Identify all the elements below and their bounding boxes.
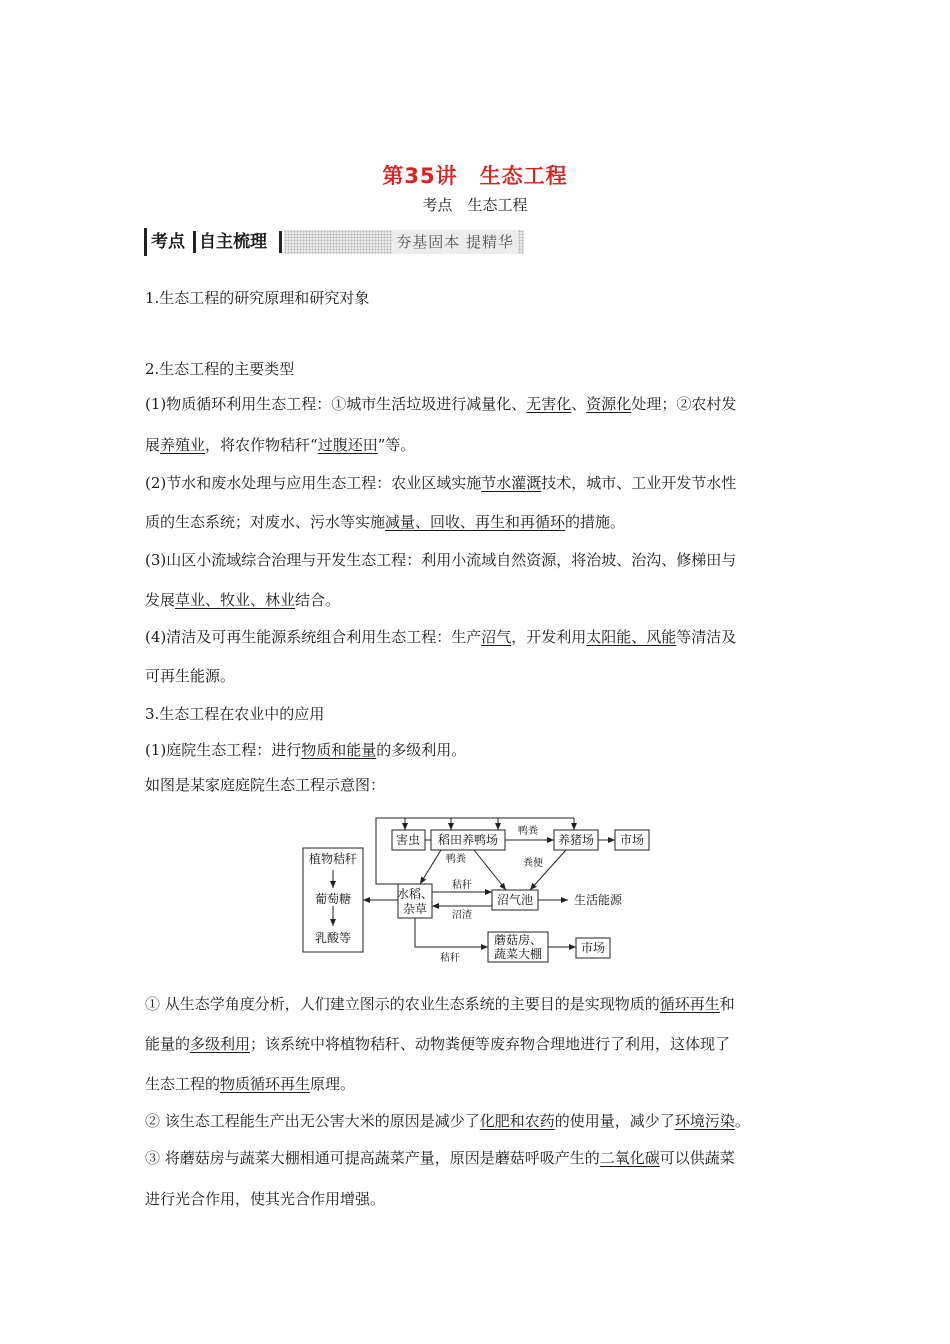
node-duck-farm: 稻田养鸭场: [437, 833, 499, 847]
node-rice: 水稻、: [396, 887, 434, 901]
banner-slogan: 夯基固本 提精华: [392, 230, 518, 254]
node-pest: 害虫: [395, 833, 421, 847]
banner-divider: [193, 231, 196, 253]
page-title: 第35讲 生态工程: [382, 164, 568, 188]
node-mushroom: 蘑菇房、: [493, 933, 543, 947]
para-3-line-1: (3)山区小流域综合治理与开发生态工程：利用小流域自然资源，将治坡、治沟、修梯田与: [145, 551, 737, 569]
para-2-line-1: (2)节水和废水处理与应用生态工程：农业区域实施节水灌溉技术，城市、工业开发节水性: [145, 474, 737, 492]
node-pig-farm: 养猪场: [557, 833, 595, 847]
answer-blank: 沼气: [481, 628, 512, 646]
answer-blank: 二氧化碳: [599, 1149, 660, 1167]
answer-blank: 太阳能、风能: [586, 628, 677, 646]
node-plant-straw: 植物秸秆: [308, 852, 358, 866]
answer-blank: 物质和能量: [301, 741, 377, 759]
section-subtitle: 考点 生态工程: [422, 196, 528, 214]
q1-line-2: 能量的多级利用；该系统中将植物秸秆、动物粪便等废弃物合理地进行了利用，这体现了: [145, 1035, 731, 1053]
answer-blank: 环境污染: [674, 1112, 735, 1130]
heading-1: 1.生态工程的研究原理和研究对象: [145, 289, 370, 307]
answer-blank: 多级利用: [190, 1035, 251, 1053]
answer-blank: 养殖业: [160, 436, 206, 454]
answer-blank: 循环再生: [659, 995, 720, 1013]
para-6: 如图是某家庭庭院生态工程示意图：: [145, 776, 386, 794]
node-market-1: 市场: [619, 833, 645, 847]
para-2-line-2: 质的生态系统；对废水、污水等实施减量、回收、再生和再循环的措施。: [145, 513, 626, 531]
node-lactic-acid: 乳酸等: [314, 931, 352, 945]
para-1-line-1: (1)物质循环利用生态工程：①城市生活垃圾进行减量化、无害化、资源化处理；②农村发: [145, 395, 737, 413]
answer-blank: 减量、回收、再生和再循环: [385, 513, 566, 531]
para-1-line-2: 展养殖业，将农作物秸秆“过腹还田”等。: [145, 436, 416, 454]
node-life-energy: 生活能源: [573, 893, 623, 907]
para-4-line-2: 可再生能源。: [145, 667, 236, 685]
q3-line-1: ③ 将蘑菇房与蔬菜大棚相通可提高蔬菜产量，原因是蘑菇呼吸产生的二氧化碳可以供蔬菜: [145, 1149, 735, 1167]
heading-2: 2.生态工程的主要类型: [145, 360, 295, 378]
node-glucose: 葡萄糖: [314, 892, 352, 906]
q2-line: ② 该生态工程能生产出无公害大米的原因是减少了化肥和农药的使用量，减少了环境污染。: [145, 1112, 750, 1130]
banner-label: [144, 228, 285, 256]
section-banner: [144, 228, 526, 256]
edge-label-pig-dung: 粪便: [523, 858, 543, 869]
edge-label-duck-dung: 鸭粪: [446, 854, 466, 865]
answer-blank: 节水灌溉: [481, 474, 542, 492]
q1-line-3: 生态工程的物质循环再生原理。: [145, 1075, 356, 1093]
heading-3: 3.生态工程在农业中的应用: [145, 705, 325, 723]
para-4-line-1: (4)清洁及可再生能源系统组合利用生态工程：生产沼气，开发利用太阳能、风能等清洁及: [145, 628, 737, 646]
node-biogas: 沼气池: [496, 893, 534, 907]
answer-blank: 草业、牧业、林业: [175, 591, 296, 609]
edge-label-straw-2: 秸秆: [440, 953, 460, 964]
answer-blank: 化肥和农药: [479, 1112, 555, 1130]
para-5: (1)庭院生态工程：进行物质和能量的多级利用。: [145, 741, 467, 759]
node-weeds: 杂草: [402, 902, 428, 916]
node-greenhouse: 蔬菜大棚: [493, 947, 543, 961]
banner-label-b: 自主梳理: [199, 232, 267, 252]
banner-dotted-strip: [284, 230, 524, 254]
answer-blank: 物质循环再生: [220, 1075, 311, 1093]
banner-divider: [279, 231, 282, 253]
answer-blank: 无害化: [526, 395, 572, 413]
node-market-2: 市场: [580, 941, 606, 955]
answer-blank: 过腹还田: [317, 436, 378, 454]
q1-line-1: ① 从生态学角度分析，人们建立图示的农业生态系统的主要目的是实现物质的循环再生和: [145, 995, 735, 1013]
para-3-line-2: 发展草业、牧业、林业结合。: [145, 591, 341, 609]
banner-label-a: 考点: [151, 232, 185, 252]
edge-label-duck-dung-top: 鸭粪: [518, 826, 538, 837]
answer-blank: 资源化: [586, 395, 632, 413]
edge-label-residue: 沼渣: [452, 910, 472, 921]
q3-line-2: 进行光合作用，使其光合作用增强。: [145, 1190, 386, 1208]
eco-engineering-diagram: [300, 806, 660, 968]
edge-label-straw-1: 秸秆: [452, 880, 472, 891]
